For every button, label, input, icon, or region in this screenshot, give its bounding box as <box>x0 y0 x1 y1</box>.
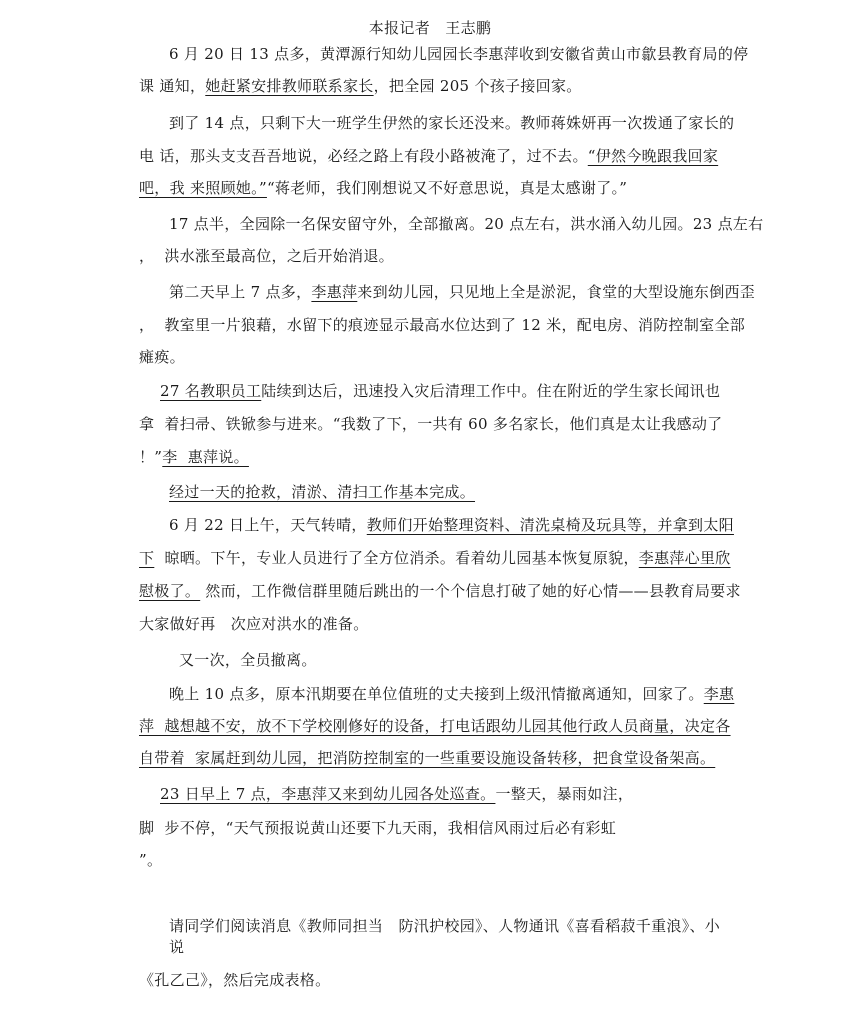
paragraph-6: 经过一天的抢救，清淤、清扫工作基本完成。 <box>169 483 476 501</box>
underlined-phrase: 23 日早上 7 点，李惠萍又来到幼儿园各处巡查。 <box>160 785 496 803</box>
underlined-phrase: 下 <box>139 549 155 567</box>
underlined-phrase: “伊然今晚跟我回家 <box>587 147 719 165</box>
underlined-phrase: 李惠萍心里欣 <box>638 549 731 567</box>
paragraph-3-line-1: 17 点半，全园除一名保安留守外，全部撤离。20 点左右，洪水涌入幼儿园。23 点左右 <box>169 215 764 233</box>
underlined-phrase: 她赶紧安排教师联系家长 <box>205 77 374 95</box>
underlined-phrase: 教师们开始整理资料、清洗桌椅及玩具等，并拿到太阳 <box>366 516 734 534</box>
underlined-phrase: 吧，我 来照顾她。” <box>139 179 267 197</box>
paragraph-4-line-2: ， 教室里一片狼藉，水留下的痕迹显示最高水位达到了 12 米，配电房、消防控制室全部 <box>139 316 746 334</box>
paragraph-10-line-2: 脚 步不停，“天气预报说黄山还要下九天雨，我相信风雨过后必有彩虹 <box>139 819 617 837</box>
paragraph-10-line-1: 23 日早上 7 点，李惠萍又来到幼儿园各处巡查。一整天，暴雨如注， <box>160 785 634 803</box>
underlined-phrase: 李 惠萍说。 <box>162 448 249 466</box>
underlined-phrase: 27 名教职员工 <box>160 382 262 400</box>
paragraph-2-line-1: 到了 14 点，只剩下大一班学生伊然的家长还没来。教师蒋姝妍再一次拨通了家长的 <box>169 114 735 132</box>
paragraph-1-line-2: 课 通知，她赶紧安排教师联系家长，把全园 205 个孩子接回家。 <box>139 77 582 95</box>
paragraph-2-line-2: 电 话，那头支支吾吾地说，必经之路上有段小路被淹了，过不去。“伊然今晚跟我回家 <box>139 147 719 165</box>
paragraph-7-line-2: 下 晾晒。下午，专业人员进行了全方位消杀。看着幼儿园基本恢复原貌，李惠萍心里欣 <box>139 549 731 567</box>
paragraph-9-line-2: 萍 越想越不安，放不下学校刚修好的设备，打电话跟幼儿园其他行政人员商量，决定各 <box>139 717 731 735</box>
paragraph-9-line-1: 晚上 10 点多，原本汛期要在单位值班的丈夫接到上级汛情撤离通知，回家了。李惠 <box>169 685 735 703</box>
paragraph-5-line-3: ！”李 惠萍说。 <box>139 448 249 466</box>
underlined-phrase: 李惠 <box>703 685 735 703</box>
paragraph-7-line-1: 6 月 22 日上午，天气转晴，教师们开始整理资料、清洗桌椅及玩具等，并拿到太阳 <box>169 516 734 534</box>
underlined-phrase: 慰极了。 <box>139 582 201 600</box>
task-line-2: 说 <box>169 938 185 956</box>
byline: 本报记者 王志鹏 <box>368 19 492 37</box>
paragraph-4-line-1: 第二天早上 7 点多，李惠萍来到幼儿园，只见地上全是淤泥，食堂的大型设施东倒西歪 <box>169 283 756 301</box>
paragraph-8: 又一次，全员撤离。 <box>179 651 317 669</box>
paragraph-1-line-1: 6 月 20 日 13 点多，黄潭源行知幼儿园园长李惠萍收到安徽省黄山市歙县教育局的停 <box>169 45 749 63</box>
paragraph-7-line-3: 慰极了。 然而，工作微信群里随后跳出的一个个信息打破了她的好心情——县教育局要求 <box>139 582 741 600</box>
paragraph-9-line-3: 自带着 家属赶到幼儿园，把消防控制室的一些重要设施设备转移，把食堂设备架高。 <box>139 749 716 767</box>
paragraph-4-line-3: 瘫痪。 <box>139 348 185 366</box>
underlined-phrase: 李惠萍 <box>311 283 358 301</box>
task-line-3: 《孔乙己》，然后完成表格。 <box>139 971 331 989</box>
paragraph-5-line-2: 拿 着扫帚、铁锨参与进来。“我数了下，一共有 60 多名家长，他们真是太让我感动了 <box>139 415 723 433</box>
paragraph-10-line-3: ”。 <box>139 851 163 869</box>
paragraph-7-line-4: 大家做好再 次应对洪水的准备。 <box>139 615 369 633</box>
paragraph-2-line-3: 吧，我 来照顾她。”“蒋老师，我们刚想说又不好意思说，真是太感谢了。” <box>139 179 628 197</box>
paragraph-5-line-1: 27 名教职员工陆续到达后，迅速投入灾后清理工作中。住在附近的学生家长闻讯也 <box>160 382 721 400</box>
paragraph-3-line-2: ， 洪水涨至最高位，之后开始消退。 <box>139 247 394 265</box>
task-line-1: 请同学们阅读消息《教师同担当 防汛护校园》、人物通讯《喜看稻菽千重浪》、小 <box>169 917 721 935</box>
